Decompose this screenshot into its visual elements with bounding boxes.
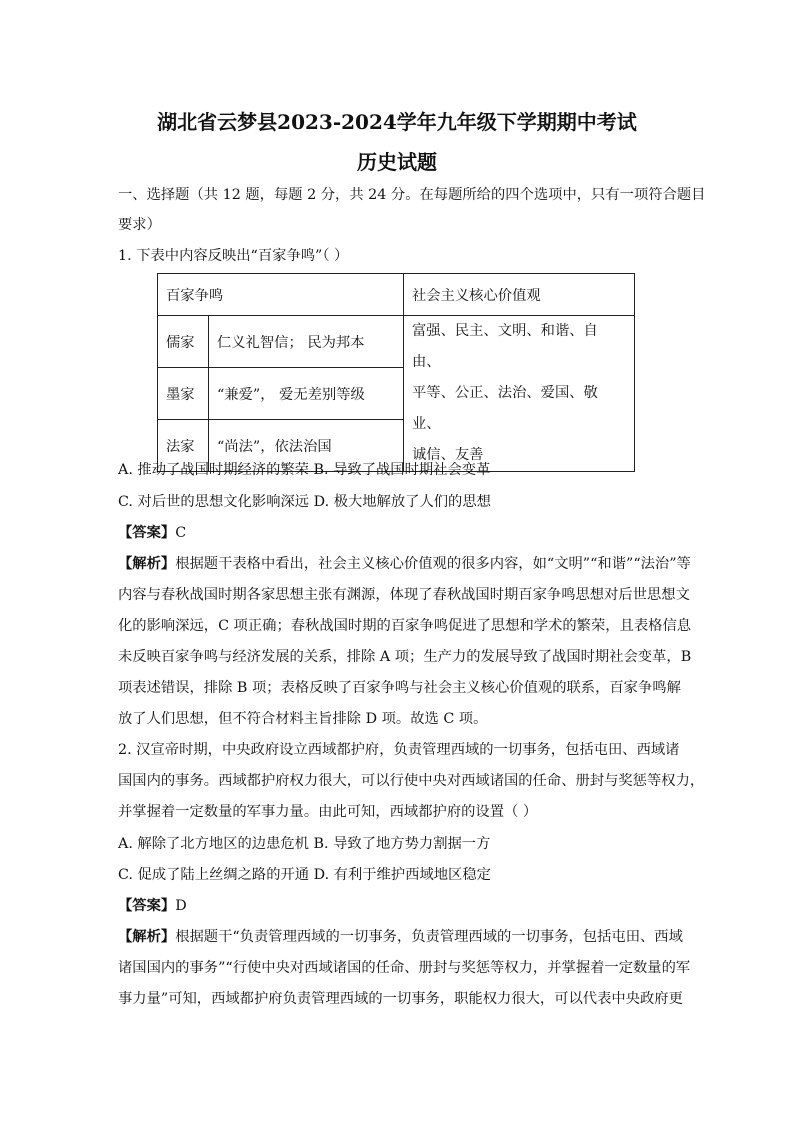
core-values-line: 富强、民主、文明、和谐、自由、: [412, 323, 598, 370]
question-2-analysis-line: 事力量”可知，西域都护府负责管理西域的一切事务，职能权力很大，可以代表中央政府更: [118, 991, 683, 1007]
table-row: [158, 316, 635, 368]
question-1-analysis-line: 放了人们思想，但不符合材料主旨排除 D 项。故选 C 项。: [118, 711, 488, 727]
question-2-stem-line: 并掌握着一定数量的军事力量。由此可知，西域都护府的设置（ ）: [118, 804, 538, 820]
analysis-label: 【解析】: [118, 929, 176, 945]
question-1-stem: 1. 下表中内容反映出“百家争鸣”（ ）: [118, 248, 349, 264]
analysis-text: 根据题干“负责管理西域的一切事务，负责管理西域的一切事务，包括屯田、西域: [175, 929, 683, 945]
analysis-label: 【解析】: [118, 556, 176, 572]
school-name: 法家: [158, 420, 209, 472]
question-2-stem-line: 2. 汉宣帝时期，中央政府设立西域都护府，负责管理西域的一切事务，包括屯田、西域诸: [118, 742, 680, 758]
school-idea: 仁义礼智信； 民为邦本: [209, 316, 404, 368]
section-heading-line1: 一、选择题（共 12 题，每题 2 分，共 24 分。在每题所给的四个选项中，只有一项符合题目: [118, 187, 706, 203]
school-name: 墨家: [158, 368, 209, 420]
exam-title: 湖北省云梦县2023-2024学年九年级下学期期中考试: [157, 110, 637, 134]
question-2-options-ab: A. 解除了北方地区的边患危机 B. 导致了地方势力割据一方: [118, 836, 491, 852]
core-values-line: 诚信、友善: [412, 447, 484, 463]
answer-value: D: [175, 898, 187, 914]
question-1-analysis-line: 项表述错误，排除 B 项；表格反映了百家争鸣与社会主义核心价值观的联系，百家争鸣解: [118, 680, 681, 696]
question-1-analysis-line: 化的影响深远，C 项正确；春秋战国时期的百家争鸣促进了思想和学术的繁荣，且表格信息: [118, 618, 692, 634]
question-1-analysis-line: [118, 554, 691, 574]
table-header-schools: 百家争鸣: [158, 274, 404, 316]
question-1-options-cd: C. 对后世的思想文化影响深远 D. 极大地解放了人们的思想: [118, 494, 491, 510]
answer-label: 【答案】: [118, 898, 176, 914]
school-idea: “兼爱”， 爱无差别等级: [209, 368, 404, 420]
question-1-analysis-line: 未反映百家争鸣与经济发展的关系，排除 A 项；生产力的发展导致了战国时期社会变革，B: [118, 649, 692, 665]
table-header-values: 社会主义核心价值观: [404, 274, 635, 316]
core-values-cell: [404, 316, 635, 472]
core-values-line: 平等、公正、法治、爱国、敬业、: [412, 385, 598, 432]
answer-value: C: [175, 525, 187, 541]
school-name: 儒家: [158, 316, 209, 368]
question-2-options-cd: C. 促成了陆上丝绸之路的开通 D. 有利于维护西域地区稳定: [118, 867, 491, 883]
question-1-analysis-line: 内容与春秋战国时期各家思想主张有渊源，体现了春秋战国时期百家争鸣思想对后世思想文: [118, 587, 690, 603]
answer-label: 【答案】: [118, 525, 176, 541]
section-heading-line2: 要求）: [118, 217, 161, 233]
question-1-options-ab: A. 推动了战国时期经济的繁荣 B. 导致了战国时期社会变革: [118, 462, 491, 478]
question-2-analysis-line: [118, 927, 683, 947]
analysis-text: 根据题干表格中看出，社会主义核心价值观的很多内容，如“文明”“和谐”“法治”等: [175, 556, 691, 572]
question-2-analysis-line: 诸国国内的事务”“行使中央对西域诸国的任命、册封与奖惩等权力，并掌握着一定数量的军: [118, 960, 691, 976]
question-2-stem-line: 国国内的事务。西域都护府权力很大，可以行使中央对西域诸国的任命、册封与奖惩等权力，: [118, 773, 705, 789]
exam-subtitle: 历史试题: [357, 150, 437, 174]
question-1-answer: [118, 523, 186, 543]
question-1-table: [157, 273, 635, 472]
school-idea: “尚法”，依法治国: [209, 420, 404, 472]
question-2-answer: [118, 896, 187, 916]
